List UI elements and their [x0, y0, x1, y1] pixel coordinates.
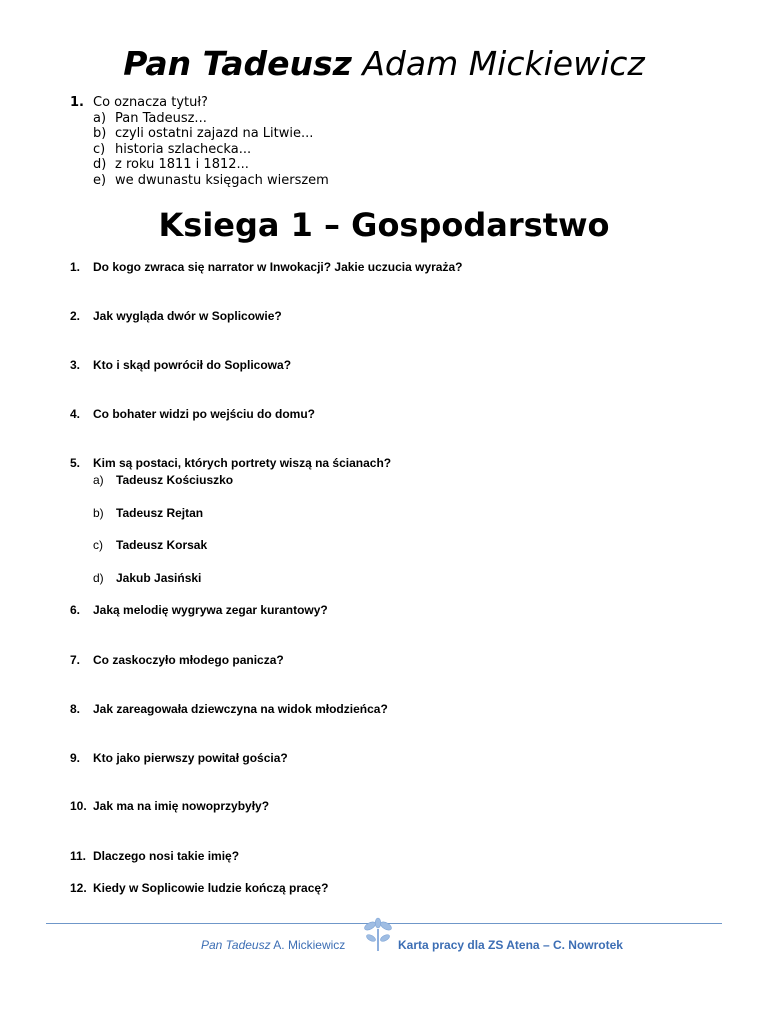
question-item: 10. Jak ma na imię nowoprzybyły?	[70, 799, 270, 813]
question-item: 11. Dlaczego nosi takie imię?	[70, 849, 240, 863]
question-item: 1. Do kogo zwraca się narrator w Inwokacji? Jakie uczucia wyraża?	[70, 260, 463, 274]
title-work: Pan Tadeusz	[123, 44, 352, 83]
question-item: 7. Co zaskoczyło młodego panicza?	[70, 653, 284, 667]
question-item: 6. Jaką melodię wygrywa zegar kurantowy?	[70, 603, 328, 617]
question-item: 12. Kiedy w Soplicowie ludzie kończą pracę?	[70, 881, 329, 895]
flower-logo-icon	[360, 917, 396, 953]
question-item: 2. Jak wygląda dwór w Soplicowie?	[70, 309, 282, 323]
intro-option: c) historia szlachecka...	[93, 141, 252, 157]
portrait-option: b) Tadeusz Rejtan	[93, 506, 204, 520]
portrait-option: d) Jakub Jasiński	[93, 571, 202, 585]
question-item: 8. Jak zareagowała dziewczyna na widok młodzieńca?	[70, 702, 388, 716]
intro-text: Co oznacza tytuł?	[93, 95, 208, 110]
question-item: 4. Co bohater widzi po wejściu do domu?	[70, 407, 315, 421]
question-item: 9. Kto jako pierwszy powitał gościa?	[70, 751, 288, 765]
intro-option: e) we dwunastu księgach wierszem	[93, 172, 329, 188]
footer-work-author: Pan Tadeusz A. Mickiewicz	[201, 938, 346, 952]
question-item: 5. Kim są postaci, których portrety wiszą na ścianach?	[70, 456, 392, 470]
intro-option: d) z roku 1811 i 1812...	[93, 157, 249, 172]
chapter-heading: Ksiega 1 – Gospodarstwo	[158, 206, 610, 244]
portrait-option: c) Tadeusz Korsak	[93, 538, 208, 552]
intro-number: 1.	[70, 95, 84, 110]
footer-worksheet-credit: Karta pracy dla ZS Atena – C. Nowrotek	[398, 938, 623, 952]
portrait-option: a) Tadeusz Kościuszko	[93, 473, 234, 487]
intro-option: b) czyli ostatni zajazd na Litwie...	[93, 126, 314, 141]
question-item: 3. Kto i skąd powrócił do Soplicowa?	[70, 358, 292, 372]
intro-option: a) Pan Tadeusz...	[93, 110, 207, 126]
title-author: Adam Mickiewicz	[362, 44, 645, 83]
document-title	[0, 44, 768, 84]
